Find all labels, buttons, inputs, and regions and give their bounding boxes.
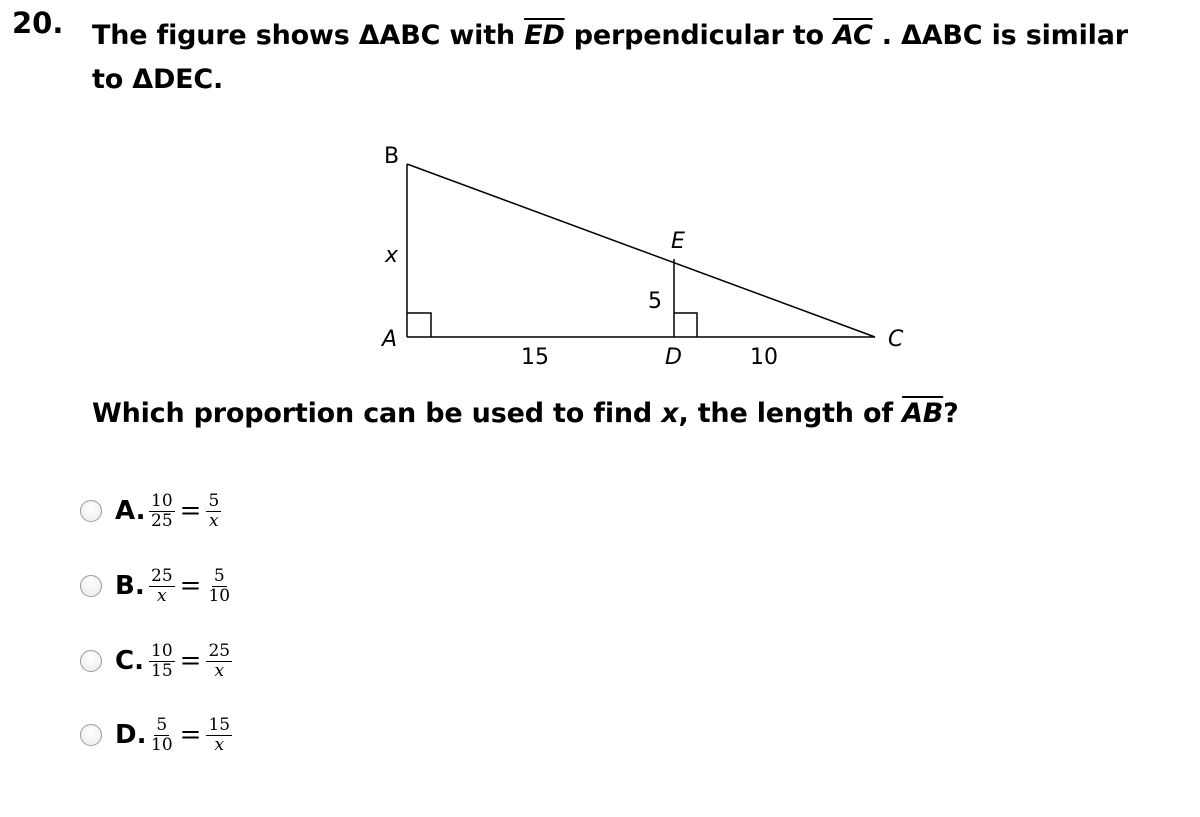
stem-text: ABC with bbox=[379, 20, 525, 51]
fraction bbox=[149, 492, 175, 531]
stem-text: perpendicular to bbox=[564, 20, 834, 51]
radio-button-a[interactable] bbox=[80, 500, 102, 522]
triangle-diagram bbox=[340, 130, 920, 380]
choice-expression bbox=[149, 716, 232, 755]
question-prompt bbox=[92, 398, 959, 429]
label-ed-length: 5 bbox=[648, 289, 662, 314]
choice-expression bbox=[149, 642, 232, 681]
choice-letter: C. bbox=[115, 646, 144, 676]
fraction bbox=[206, 567, 232, 606]
denominator: x bbox=[214, 660, 225, 681]
numerator: 25 bbox=[151, 565, 173, 586]
numerator: 5 bbox=[213, 565, 225, 586]
stem-text: to bbox=[92, 64, 133, 95]
choice-letter: D. bbox=[115, 720, 147, 750]
prompt-text: ? bbox=[943, 398, 959, 429]
fraction bbox=[206, 492, 221, 531]
choice-d[interactable] bbox=[80, 708, 232, 762]
denominator: 25 bbox=[151, 510, 173, 531]
stem-line-1 bbox=[92, 14, 1128, 58]
denominator: x bbox=[157, 585, 167, 606]
choice-a[interactable] bbox=[80, 484, 221, 538]
triangle-symbol: Δ bbox=[358, 20, 380, 51]
label-ad-length: 15 bbox=[521, 345, 549, 370]
denominator: 10 bbox=[151, 734, 173, 755]
denominator: x bbox=[214, 734, 225, 755]
stem-text: . bbox=[872, 20, 902, 51]
denominator: 10 bbox=[208, 585, 231, 606]
segment-ed: $\overline{ED}$ bbox=[524, 20, 565, 51]
segment-ac: $\overline{AC}$ bbox=[833, 20, 873, 51]
radio-button-d[interactable] bbox=[80, 724, 102, 746]
choice-expression bbox=[149, 492, 221, 531]
denominator: 15 bbox=[151, 660, 173, 681]
equals-sign: = bbox=[179, 646, 202, 676]
triangle-symbol: Δ bbox=[132, 64, 153, 95]
label-b: B bbox=[384, 144, 400, 169]
stem-text: ABC is similar bbox=[921, 20, 1128, 51]
choice-letter: B. bbox=[115, 571, 145, 601]
choice-letter: A. bbox=[115, 496, 146, 526]
label-dc-length: 10 bbox=[750, 345, 778, 370]
equals-sign: = bbox=[179, 720, 202, 750]
prompt-text: , the length of bbox=[678, 398, 903, 429]
choice-c[interactable] bbox=[80, 634, 232, 688]
prompt-text: Which proportion can be used to find bbox=[92, 398, 662, 429]
label-x: x bbox=[385, 243, 399, 268]
radio-button-c[interactable] bbox=[80, 650, 102, 672]
stem-line-2 bbox=[92, 58, 1128, 102]
equals-sign: = bbox=[179, 571, 202, 601]
numerator: 10 bbox=[151, 640, 173, 661]
label-e: E bbox=[671, 229, 685, 254]
fraction bbox=[149, 642, 175, 681]
radio-button-b[interactable] bbox=[80, 575, 102, 597]
question-number: 20. bbox=[12, 6, 64, 40]
stem-text: DEC. bbox=[152, 64, 224, 95]
numerator: 5 bbox=[156, 714, 168, 735]
triangle-figure bbox=[340, 130, 920, 384]
numerator: 25 bbox=[208, 640, 231, 661]
choice-b[interactable] bbox=[80, 559, 232, 613]
fraction bbox=[149, 716, 175, 755]
choice-expression bbox=[149, 567, 232, 606]
prompt-variable: x bbox=[661, 398, 679, 429]
fraction bbox=[149, 567, 175, 606]
fraction bbox=[206, 642, 232, 681]
question-stem bbox=[92, 14, 1128, 102]
label-d: D bbox=[665, 345, 682, 370]
label-c: C bbox=[888, 327, 904, 352]
numerator: 15 bbox=[208, 714, 231, 735]
side-bc bbox=[407, 164, 875, 337]
fraction bbox=[206, 716, 232, 755]
segment-ab: $\overline{AB}$ bbox=[902, 398, 944, 429]
right-angle-a bbox=[407, 313, 431, 337]
denominator: x bbox=[209, 510, 219, 531]
numerator: 10 bbox=[151, 490, 173, 511]
triangle-symbol: Δ bbox=[901, 20, 922, 51]
stem-text: The figure shows bbox=[92, 20, 359, 51]
numerator: 5 bbox=[208, 490, 220, 511]
equals-sign: = bbox=[179, 496, 202, 526]
right-angle-d bbox=[674, 313, 697, 337]
label-a: A bbox=[382, 327, 398, 352]
